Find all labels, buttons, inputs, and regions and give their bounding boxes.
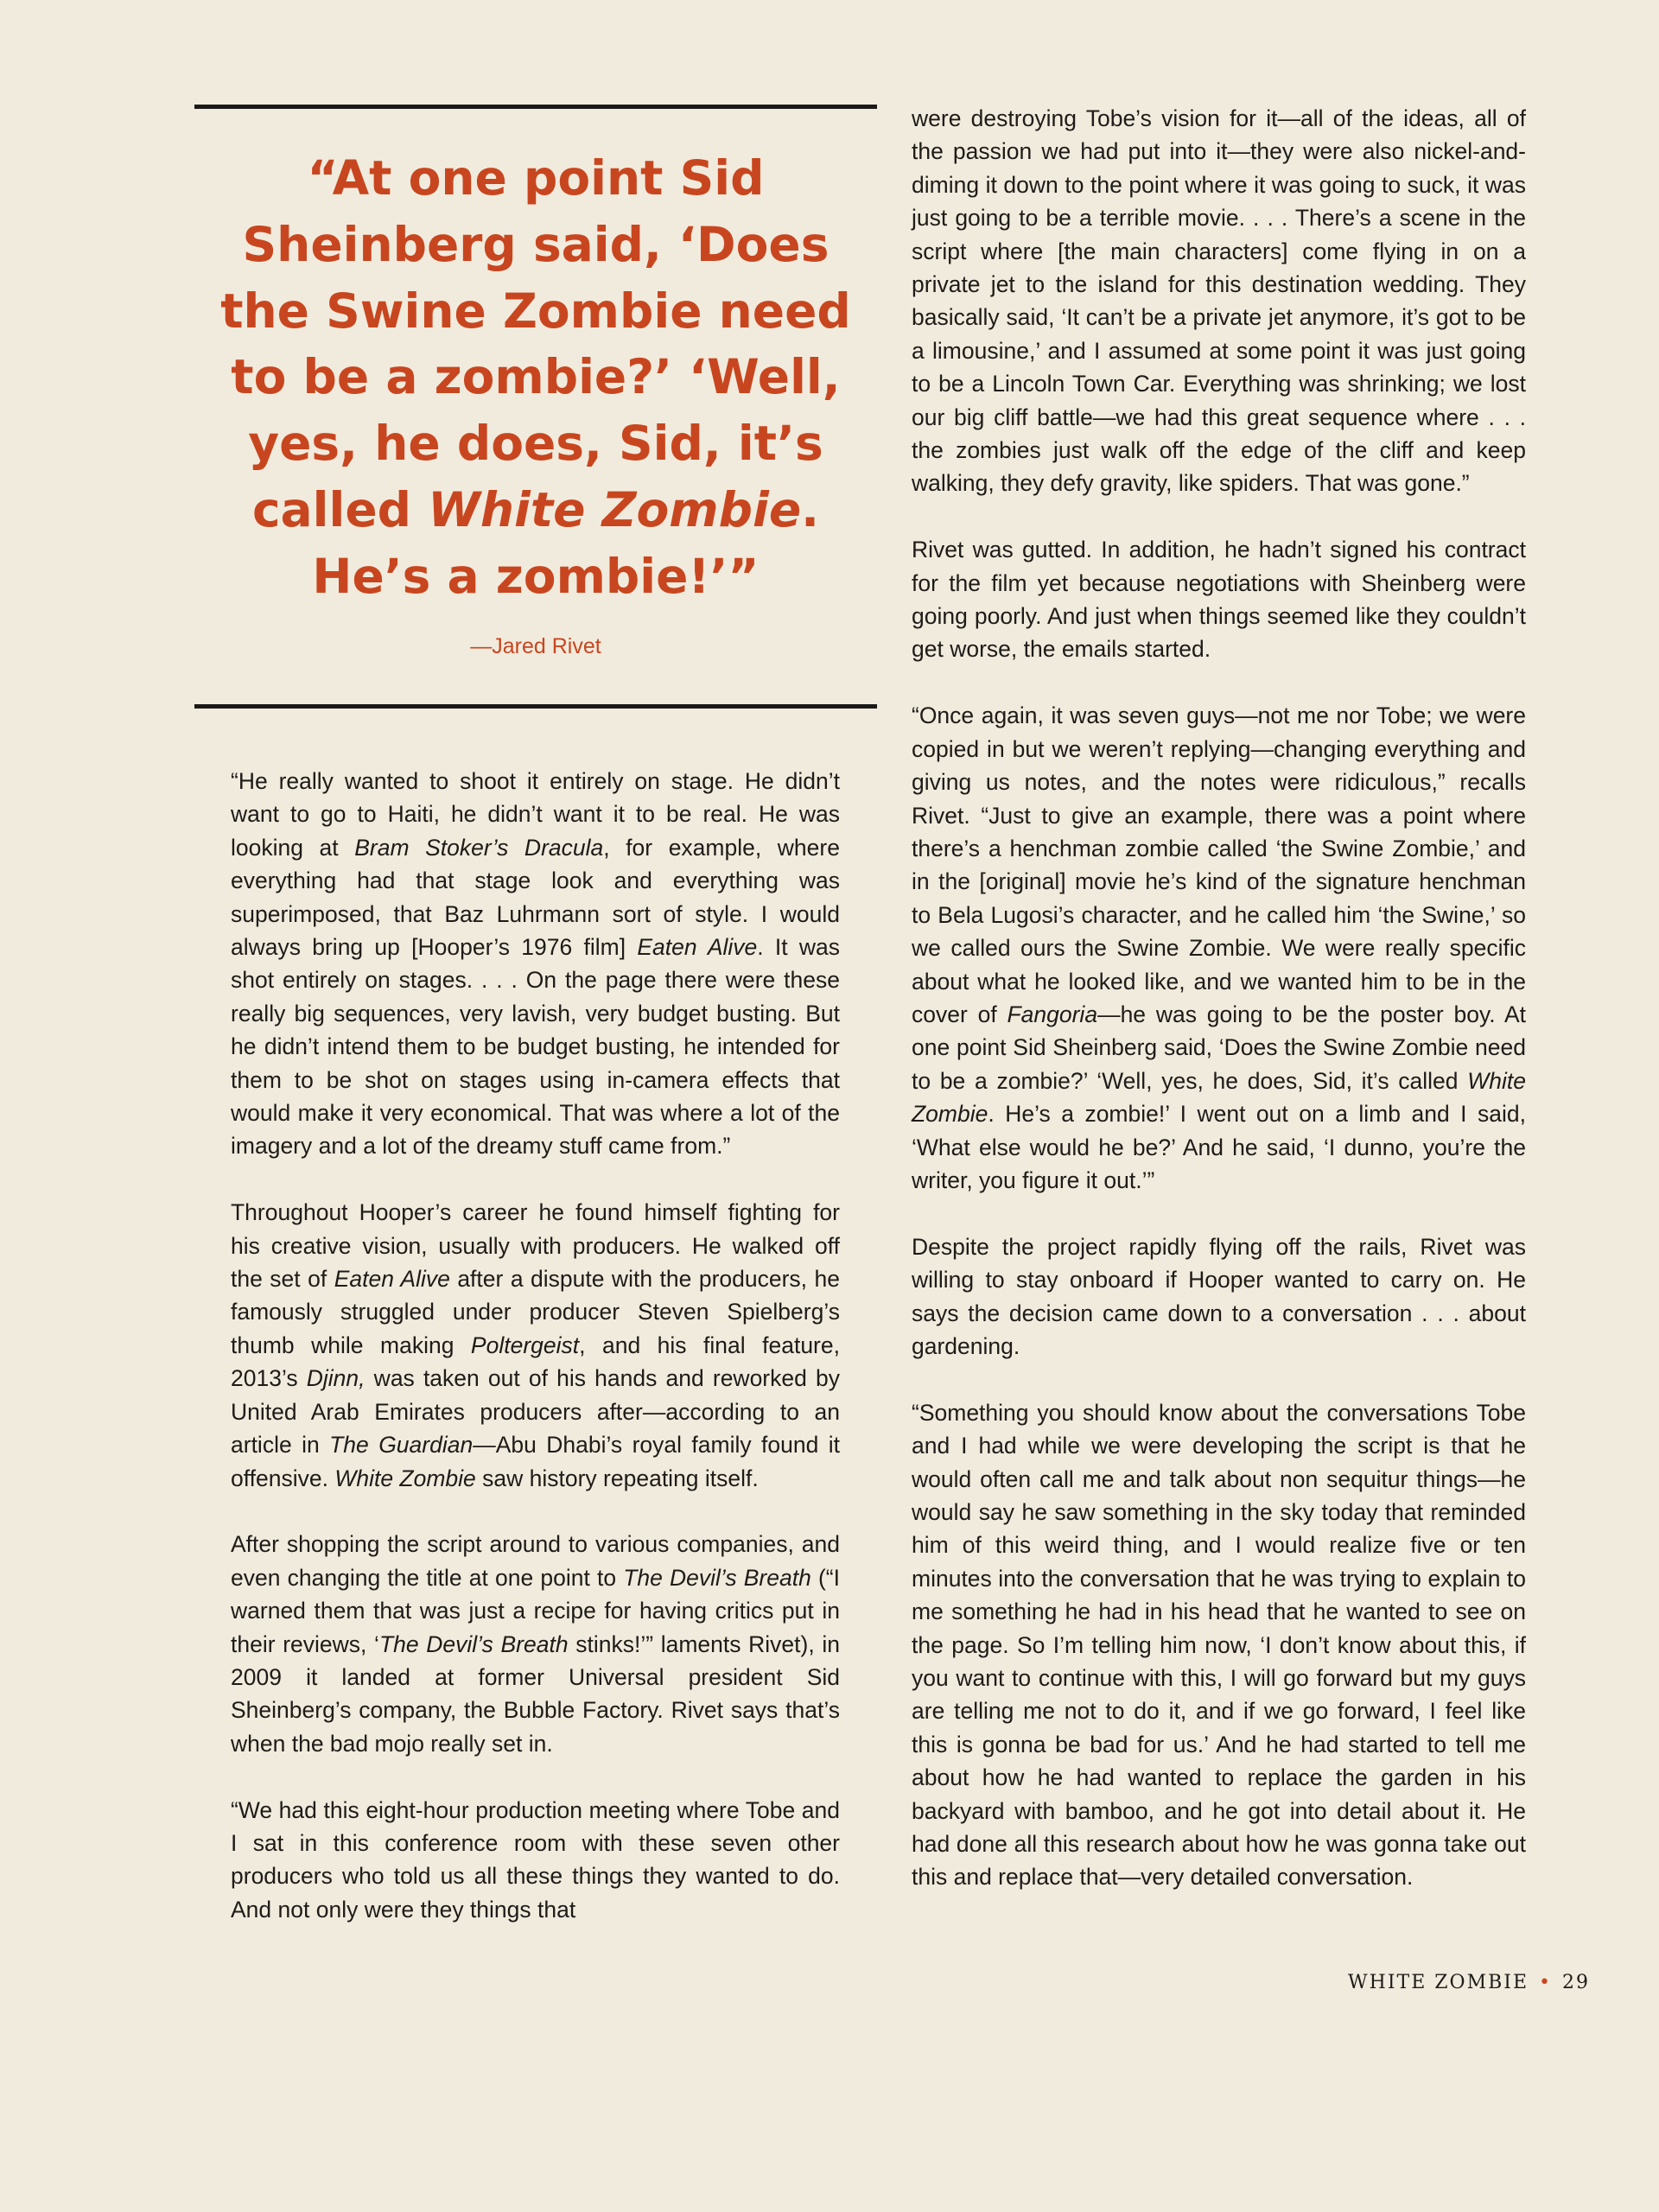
paragraph: Rivet was gutted. In addition, he hadn’t signed his contract for the film yet because negotiations with Sheinberg were going poorly. And just when things seemed like they couldn’t get worse, the emails started.: [912, 537, 1526, 663]
paragraph: Throughout Hooper’s career he found himself fighting for his creative vision, usually with producers. He walked off the set of Eaten Alive after a dispute with the producers, he famously struggled under producer Steven Spielberg’s thumb while making Poltergeist, and his final feature, 2013’s Djinn, was taken out of his hands and reworked by United Arab Emirates producers after—according to an article in The Guardian—Abu Dhabi’s royal family found it offensive. White Zombie saw history repeating itself.: [231, 1199, 840, 1491]
right-column: [912, 102, 1526, 1927]
paragraph: “We had this eight-hour production meeting where Tobe and I sat in this conference room with these seven other producers who told us all these things they wanted to do. And not only were they things that: [231, 1796, 840, 1923]
paragraph: “Something you should know about the conversations Tobe and I had while we were developing the script is that he would often call me and talk about non sequitur things—he would say he saw something in the sky today that reminded him of this weird thing, and I would realize five or ten minutes into the conversation that he was trying to explain to me something he had in his head that he wanted to see on the page. So I’m telling him now, ‘I don’t know about this, if you want to continue with this, I will go forward but my guys are telling me not to do it, and if we go forward, I feel like this is gonna be bad for us.’ And he had started to tell me about how he had wanted to replace the garden in his backyard with bamboo, and he got into detail about it. He had done all this research about how he was gonna take out this and replace that—very detailed conversation.: [912, 1399, 1526, 1891]
running-title: WHITE ZOMBIE: [1348, 1972, 1529, 1993]
left-column: [231, 765, 840, 1960]
pull-quote-film-title: White Zombie: [428, 481, 802, 537]
paragraph: After shopping the script around to various companies, and even changing the title at one point to The Devil’s Breath (“I warned them that was just a recipe for having critics put in their reviews, ‘The Devil’s Breath stinks!’” laments Rivet), in 2009 it landed at former Universal president Sid Sheinberg’s company, the Bubble Factory. Rivet says that’s when the bad mojo really set in.: [231, 1531, 840, 1757]
pull-quote-line: Sheinberg said, ‘Does: [242, 216, 830, 272]
pull-quote-top-rule: [194, 105, 877, 109]
paragraph: were destroying Tobe’s vision for it—all of the ideas, all of the passion we had put into it—they were also nickel-and-diming it down to the point where it was going to suck, it was just going to be a terrible movie. . . . There’s a scene in the script where [the main characters] come flying in on a private jet to the island for this destination wedding. They basically said, ‘It can’t be a private jet anymore, it’s got to be a limousine,’ and I assumed at some point it was just going to be a Lincoln Town Car. Everything was shrinking; we lost our big cliff battle—we had this great sequence where . . . the zombies just walk off the edge of the cliff and keep walking, they defy gravity, like spiders. That was gone.”: [912, 105, 1526, 497]
page-number: 29: [1562, 1972, 1590, 1993]
pull-quote: [194, 145, 877, 610]
pull-quote-line: yes, he does, Sid, it’s: [248, 416, 823, 472]
paragraph: “Once again, it was seven guys—not me nor Tobe; we were copied in but we weren’t replying—changing everything and giving us notes, and the notes were ridiculous,” recalls Rivet. “Just to give an example, there was a point where there’s a henchman zombie called ‘the Swine Zombie,’ and in the [original] movie he’s kind of the signature henchman to Bela Lugosi’s character, and he called him ‘the Swine,’ so we called ours the Swine Zombie. We were really specific about what he looked like, and we wanted him to be in the cover of Fangoria—he was going to be the poster boy. At one point Sid Sheinberg said, ‘Does the Swine Zombie need to be a zombie?’ ‘Well, yes, he does, Sid, it’s called White Zombie. He’s a zombie!’ I went out on a limb and I said, ‘What else would he be?’ And he said, ‘I dunno, you’re the writer, you figure it out.’”: [912, 702, 1526, 1193]
paragraph: Despite the project rapidly flying off the rails, Rivet was willing to stay onboard if Hooper wanted to carry on. He says the decision came down to a conversation . . . about gardening.: [912, 1233, 1526, 1359]
pull-quote-line: to be a zombie?’ ‘Well,: [231, 349, 841, 405]
bullet-separator-icon: •: [1539, 1972, 1552, 1993]
pull-quote-line: “At one point Sid: [307, 150, 765, 206]
page-footer: [1348, 1972, 1590, 1993]
pull-quote-line: He’s a zombie!’”: [312, 548, 760, 604]
paragraph: “He really wanted to shoot it entirely on stage. He didn’t want to go to Haiti, he didn’t want it to be real. He was looking at Bram Stoker’s Dracula, for example, where everything had that stage look and everything was superimposed, that Baz Luhrmann sort of style. I would always bring up [Hooper’s 1976 film] Eaten Alive. It was shot entirely on stages. . . . On the page there were these really big sequences, very lavish, very budget busting. But he didn’t intend them to be budget busting, he intended for them to be shot on stages using in-camera effects that would make it very economical. That was where a lot of the imagery and a lot of the dreamy stuff came from.”: [231, 768, 840, 1160]
pull-quote-line: the Swine Zombie need: [220, 283, 851, 339]
pull-quote-line: called White Zombie.: [251, 481, 820, 537]
pull-quote-bottom-rule: [194, 704, 877, 709]
pull-quote-attribution: —Jared Rivet: [470, 634, 601, 658]
